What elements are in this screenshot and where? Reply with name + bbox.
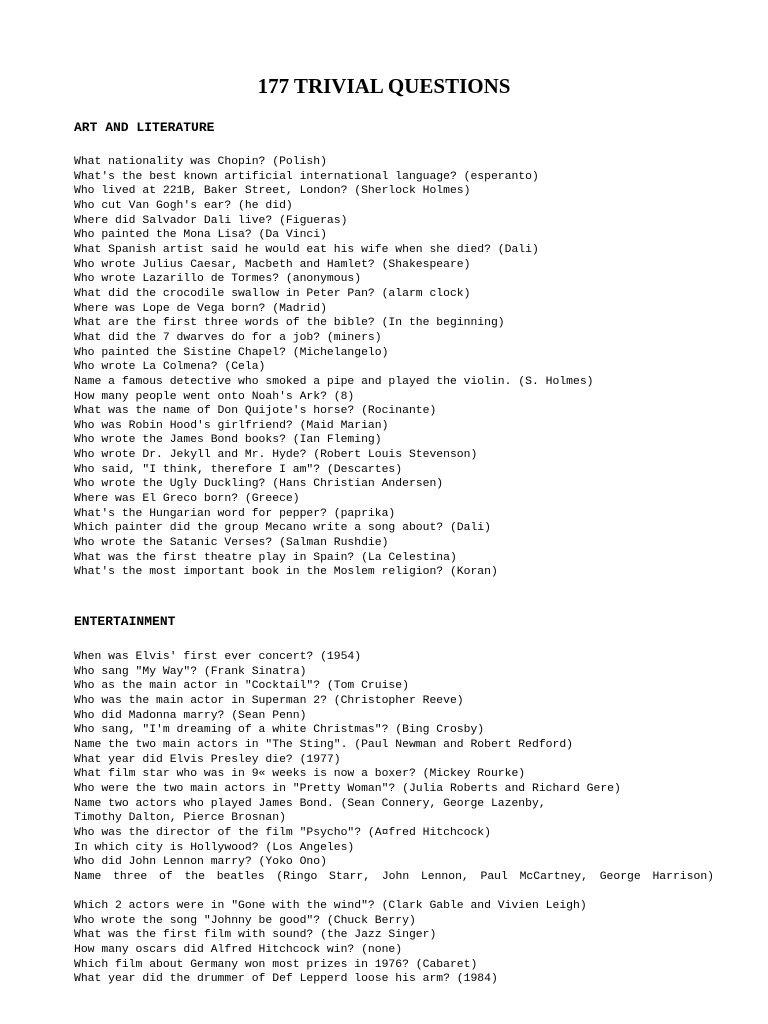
question-line: What's the most important book in the Moslem religion? (Koran) [74,566,498,579]
question-line: When was Elvis' first ever concert? (1954) [74,651,362,663]
question-line: Who was the main actor in Superman 2? (Christopher Reeve) [74,694,464,707]
question-line: Who was Robin Hood's girlfriend? (Maid Marian) [74,419,389,432]
question-line: Who wrote Dr. Jekyll and Mr. Hyde? (Robert Louis Stevenson) [74,449,478,462]
question-line: Timothy Dalton, Pierce Brosnan) [74,812,286,825]
question-line: What was the first theatre play in Spain? (La Celestina) [74,551,457,564]
question-line: What's the best known artificial international language? (esperanto) [74,170,539,183]
question-line: Who wrote the James Bond books? (Ian Fleming) [74,434,382,447]
question-line: Who said, "I think, therefore I am"? (Descartes) [74,463,403,476]
question-line: What year did Elvis Presley die? (1977) [74,753,341,766]
question-list [74,155,714,580]
section-heading: ART AND LITERATURE [74,120,215,135]
question-line: Name two actors who played James Bond. (Sean Connery, George Lazenby, [74,797,546,810]
page-title: 177 TRIVIAL QUESTIONS [257,74,511,98]
question-line: What are the first three words of the bible? (In the beginning) [74,317,505,330]
section-heading: ENTERTAINMENT [74,614,176,629]
question-line: Who painted the Mona Lisa? (Da Vinci) [74,229,327,242]
question-line: Who lived at 221B, Baker Street, London? (Sherlock Holmes) [74,185,471,198]
section-art-and-literature [74,120,714,580]
question-line: Which film about Germany won most prizes in 1976? (Cabaret) [74,958,478,971]
question-line: Where did Salvador Dali live? (Figueras) [74,214,348,227]
question-line: Who wrote the Satanic Verses? (Salman Rushdie) [74,537,389,550]
question-line: Who as the main actor in "Cocktail"? (Tom Cruise) [74,680,409,693]
question-line: What did the crocodile swallow in Peter Pan? (alarm clock) [74,287,471,300]
question-line: In which city is Hollywood? (Los Angeles) [74,841,355,854]
question-line: Name a famous detective who smoked a pipe and played the violin. (S. Holmes) [74,375,594,388]
question-line: What film star who was in 9« weeks is now a boxer? (Mickey Rourke) [74,768,526,781]
question-line: What was the name of Don Quijote's horse? (Rocinante) [74,405,437,418]
section-entertainment [74,614,714,987]
question-line: What's the Hungarian word for pepper? (paprika) [74,507,396,520]
question-line: Who did John Lennon marry? (Yoko Ono) [74,856,327,869]
question-line: Where was Lope de Vega born? (Madrid) [74,302,327,315]
question-line: What nationality was Chopin? (Polish) [74,156,327,168]
question-line: What year did the drummer of Def Lepperd loose his arm? (1984) [74,973,498,986]
question-line: How many people went onto Noah's Ark? (8) [74,390,355,403]
question-list [74,650,714,987]
question-line: Name the two main actors in "The Sting". (Paul Newman and Robert Redford) [74,738,573,751]
question-line: Who wrote the Ugly Duckling? (Hans Christian Andersen) [74,478,444,491]
question-line: Name three of the beatles (Ringo Starr, John Lennon, Paul McCartney, George Harrison) [74,870,714,883]
question-line: Who was the director of the film "Psycho"? (A¤fred Hitchcock) [74,826,491,839]
question-line: Who wrote La Colmena? (Cela) [74,361,266,374]
question-line: Who wrote Lazarillo de Tormes? (anonymous) [74,273,362,286]
question-line: Who sang "My Way"? (Frank Sinatra) [74,665,307,678]
question-line: How many oscars did Alfred Hitchcock win? (none) [74,944,403,957]
question-line: What did the 7 dwarves do for a job? (miners) [74,331,382,344]
question-line: Who wrote the song "Johnny be good"? (Chuck Berry) [74,914,416,927]
question-line: Who cut Van Gogh's ear? (he did) [74,199,293,212]
question-line: Who painted the Sistine Chapel? (Michelangelo) [74,346,389,359]
question-line: Where was El Greco born? (Greece) [74,493,300,506]
question-line: Which 2 actors were in "Gone with the wind"? (Clark Gable and Vivien Leigh) [74,900,587,913]
question-line: Which painter did the group Mecano write a song about? (Dali) [74,522,491,535]
question-line: Who did Madonna marry? (Sean Penn) [74,709,307,722]
question-line: Who were the two main actors in "Pretty Woman"? (Julia Roberts and Richard Gere) [74,782,621,795]
question-line: What was the first film with sound? (the Jazz Singer) [74,929,437,942]
question-line: Who sang, "I'm dreaming of a white Christmas"? (Bing Crosby) [74,724,485,737]
question-line: Who wrote Julius Caesar, Macbeth and Hamlet? (Shakespeare) [74,258,471,271]
question-line: What Spanish artist said he would eat his wife when she died? (Dali) [74,243,539,256]
